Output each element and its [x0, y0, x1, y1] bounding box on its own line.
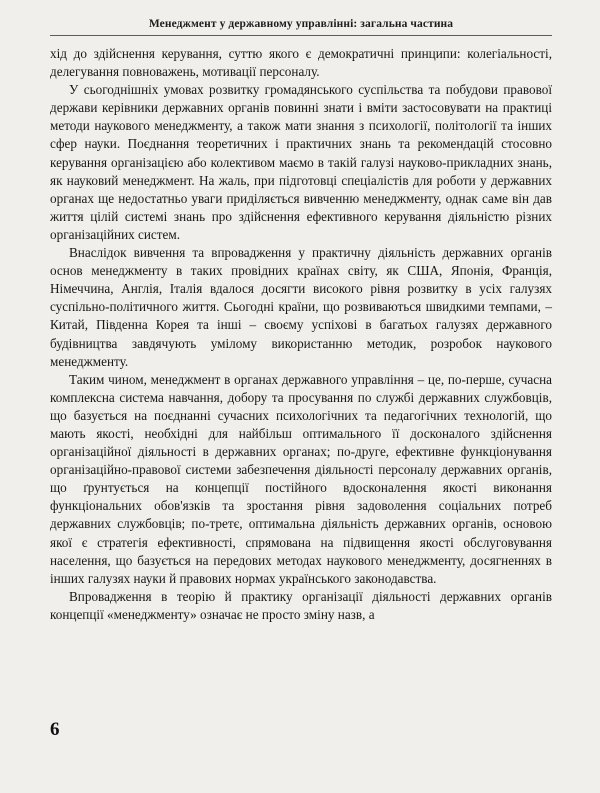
paragraph: У сьогоднішніх умовах розвитку громадянського суспільства та побудови правової держави керівники державних органів повинні знати і вміти застосовувати на практиці методи наукового менеджменту, а також мати знання з психології, політології та інших сфер науки. Поєднання теоретичних і практичних знань та рекомендацій стосовно керування організацією або колективом маємо в такій галузі науково-прикладних знань, як науковий менеджмент. На жаль, при підготовці спеціалістів для роботи у державних органах ще недостатньо уваги приділяється вивченню менеджменту, однак саме він дав життя цілій системі знань про здійснення ефективного керування діяльністю різних організаційних систем. [50, 82, 552, 242]
paragraph: Впровадження в теорію й практику організації діяльності державних органів концепції «менеджменту» означає не просто зміну назв, а [50, 588, 552, 622]
header-divider [50, 35, 552, 36]
running-head: Менеджмент у державному управлінні: загальна частина [148, 18, 454, 30]
page-number: 6 [50, 719, 60, 740]
body-text [50, 45, 552, 624]
paragraph: хід до здійснення керування, суттю якого є демократичні принципи: колегіальності, делегування повноважень, мотивації персоналу. [50, 46, 552, 80]
paragraph: Таким чином, менеджмент в органах державного управління – це, по-перше, сучасна комплексна система навчання, добору та просування по службі державних службовців, що базується на поєднанні сучасних психологічних та педагогічних технологій, що мають якості, необхідні для найбільш оптимального її досконалого здійснення організаційної діяльності в державних органах; по-друге, ефективне функціонування організаційно-правової системи забезпечення діяльності персоналу державних органів, що ґрунтується на концепції постійного вдосконалення якості виконання функціональних обов'язків та зростання рівня задоволення соціальних потреб державних службовців; по-третє, оптимальна діяльність державних органів, основою якої є стратегія ефективності, спрямована на підвищення якості обслуговування населення, що базується на передових методах наукового менеджменту, досягненнях в інших галузях науки й правових нормах українського законодавства. [50, 371, 552, 586]
page-content [50, 18, 552, 793]
paragraph: Внаслідок вивчення та впровадження у практичну діяльність державних органів основ менеджменту в таких провідних країнах світу, як США, Японія, Франція, Німеччина, Англія, Італія вдалося досягти високого рівня розвитку в усіх галузях суспільно-політичного життя. Сьогодні країни, що розвиваються швидкими темпами, – Китай, Південна Корея та інші – своєму успіхові в багатьох галузях державного будівництва завдячують умілому використанню методик, розробок наукового менеджменту. [50, 245, 552, 369]
